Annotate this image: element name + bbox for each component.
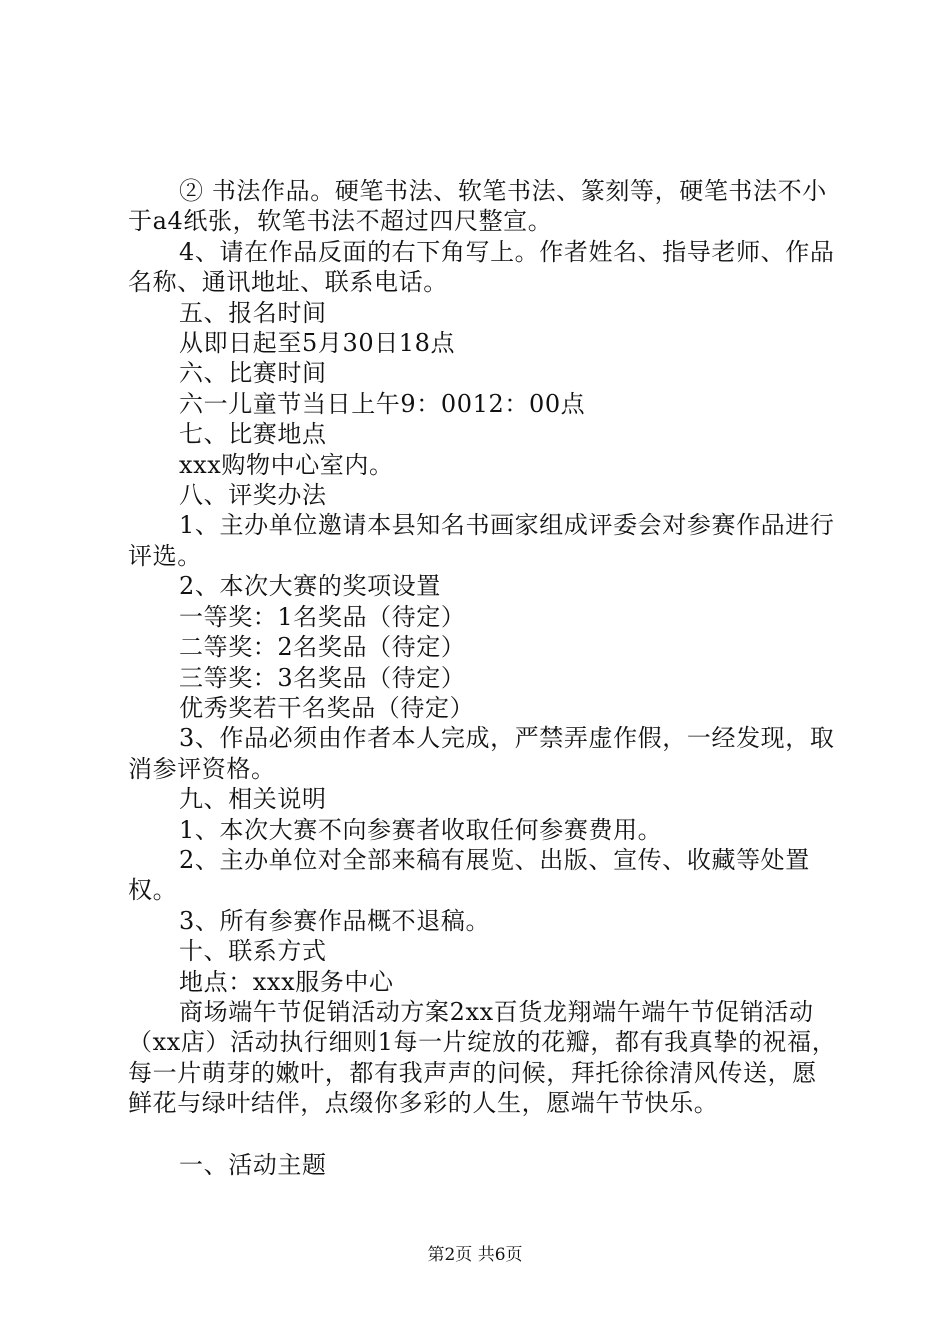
award-excellence-prize: 优秀奖若干名奖品（待定）: [179, 693, 475, 722]
paragraph-competition-venue: xxx购物中心室内。: [179, 450, 394, 479]
paragraph-judging-committee: 1、主办单位邀请本县知名书画家组成评委会对参赛作品进行评选。: [128, 511, 835, 570]
document-body: [128, 176, 838, 1180]
award-first-prize: 一等奖：1名奖品（待定）: [179, 602, 466, 631]
paragraph-no-returns: 3、所有参赛作品概不退稿。: [179, 906, 491, 935]
paragraph-competition-time: 六一儿童节当日上午9：0012：00点: [179, 389, 586, 418]
award-third-prize: 三等奖：3名奖品（待定）: [179, 663, 466, 692]
heading-contact: 十、联系方式: [179, 937, 327, 966]
paragraph-registration-deadline: 从即日起至5月30日18点: [179, 329, 456, 358]
paragraph-award-settings: 2、本次大赛的奖项设置: [179, 572, 441, 601]
heading-registration-time: 五、报名时间: [179, 298, 327, 327]
paragraph-calligraphy-works: ② 书法作品。硬笔书法、软笔书法、篆刻等，硬笔书法不小于a4纸张，软笔书法不超过四尺整宣。: [128, 177, 827, 236]
paragraph-contact-location: 地点：xxx服务中心: [179, 967, 394, 996]
heading-related-notes: 九、相关说明: [179, 785, 327, 814]
heading-activity-theme: 一、活动主题: [179, 1150, 327, 1179]
paragraph-originality-rule: 3、作品必须由作者本人完成，严禁弄虚作假，一经发现，取消参评资格。: [128, 724, 835, 783]
paragraph-usage-rights: 2、主办单位对全部来稿有展览、出版、宣传、收藏等处置权。: [128, 845, 810, 905]
award-second-prize: 二等奖：2名奖品（待定）: [179, 633, 466, 662]
heading-competition-venue: 七、比赛地点: [179, 420, 327, 449]
heading-award-method: 八、评奖办法: [179, 481, 327, 510]
paragraph-no-fees: 1、本次大赛不向参赛者收取任何参赛费用。: [179, 815, 663, 844]
paragraph-dragon-boat-promotion: 商场端午节促销活动方案2xx百货龙翔端午端午节促销活动（xx店）活动执行细则1每一片绽放的花瓣，都有我真挚的祝福，每一片萌芽的嫩叶，都有我声声的问候，拜托徐徐清风传送，愿鲜花与绿叶结伴，点缀你多彩的人生，愿端午节快乐。: [128, 997, 837, 1118]
page-footer: 第2页 共6页: [427, 1245, 523, 1265]
paragraph-label-instructions: 4、请在作品反面的右下角写上。作者姓名、指导老师、作品名称、通讯地址、联系电话。: [128, 237, 835, 297]
heading-competition-time: 六、比赛时间: [179, 359, 327, 388]
